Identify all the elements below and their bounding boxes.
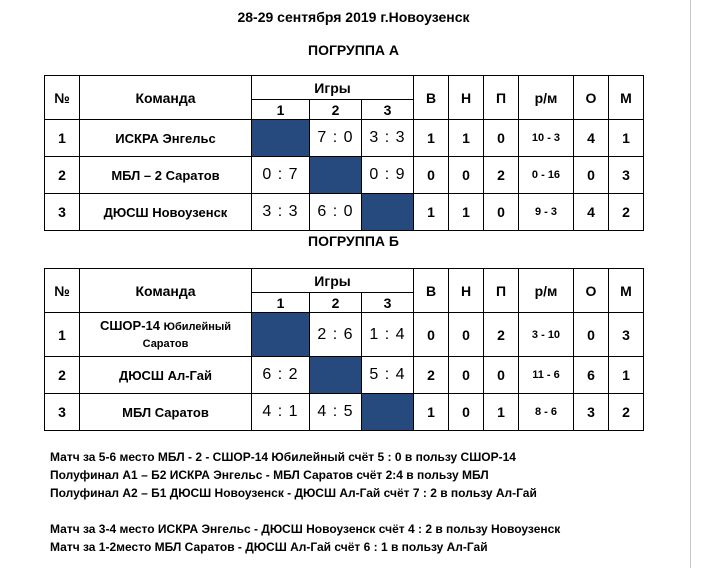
document-title: 28-29 сентября 2019 г.Новоузенск [237,9,470,25]
col-header-game-1: 1 [252,100,310,120]
header-row [45,76,644,100]
note-line: Матч за 1-2место МБЛ Саратов - ДЮСШ Ал-Гай счёт 6 : 1 в пользу Ал-Гай [50,540,488,554]
table-row [45,157,644,194]
col-header-game-2: 2 [310,100,362,120]
row-num: 3 [45,394,80,431]
losses: 0 [484,357,519,394]
row-num: 2 [45,357,80,394]
goals: 3 - 10 [519,313,574,357]
table-row [45,394,644,431]
shaded-cell [252,120,310,157]
game-score: 6 : 2 [252,357,310,394]
place: 2 [609,394,644,431]
shaded-cell [362,194,414,231]
team-name-main: СШОР-14 [99,317,160,333]
note-line: Полуфинал А2 – Б1 ДЮСШ Новоузенск - ДЮСШ Ал-Гай счёт 7 : 2 в пользу Ал-Гай [50,486,537,500]
losses: 0 [484,194,519,231]
draws: 0 [449,313,484,357]
col-header-game-3: 3 [362,293,414,313]
losses: 2 [484,157,519,194]
shaded-cell [252,313,310,357]
wins: 2 [414,357,449,394]
col-header-game-1: 1 [252,293,310,313]
place: 3 [609,313,644,357]
match-results-notes [50,448,560,556]
place: 1 [609,357,644,394]
col-header-games: Игры [252,76,414,100]
col-header-goals: р/м [519,76,574,120]
points: 4 [574,194,609,231]
game-score: 7 : 0 [310,120,362,157]
header-row [45,269,644,293]
wins: 1 [414,194,449,231]
note-line: Матч за 3-4 место ИСКРА Энгельс - ДЮСШ Новоузенск счёт 4 : 2 в пользу Новоузенск [50,522,561,536]
goals: 8 - 6 [519,394,574,431]
col-header-team: Команда [80,269,252,313]
team-name [80,313,252,357]
goals: 11 - 6 [519,357,574,394]
wins: 0 [414,313,449,357]
team-name: МБЛ Саратов [80,394,252,431]
game-score: 0 : 7 [252,157,310,194]
game-score: 4 : 1 [252,394,310,431]
draws: 1 [449,194,484,231]
col-header-draws: Н [449,269,484,313]
col-header-losses: П [484,269,519,313]
col-header-place: М [609,76,644,120]
team-name: ИСКРА Энгельс [80,120,252,157]
team-name: ДЮСШ Новоузенск [80,194,252,231]
row-num: 3 [45,194,80,231]
losses: 2 [484,313,519,357]
goals: 10 - 3 [519,120,574,157]
shaded-cell [362,394,414,431]
col-header-num: № [45,269,80,313]
game-score: 1 : 4 [362,313,414,357]
wins: 1 [414,120,449,157]
goals: 0 - 16 [519,157,574,194]
col-header-game-3: 3 [362,100,414,120]
game-score: 2 : 6 [310,313,362,357]
place: 2 [609,194,644,231]
col-header-points: О [574,269,609,313]
col-header-losses: П [484,76,519,120]
col-header-draws: Н [449,76,484,120]
draws: 0 [449,357,484,394]
game-score: 0 : 9 [362,157,414,194]
table-row [45,194,644,231]
note-spacer [50,502,560,520]
team-name: ДЮСШ Ал-Гай [80,357,252,394]
losses: 1 [484,394,519,431]
team-name-city: Саратов [142,337,189,350]
col-header-wins: В [414,269,449,313]
col-header-num: № [45,76,80,120]
col-header-team: Команда [80,76,252,120]
game-score: 5 : 4 [362,357,414,394]
points: 0 [574,157,609,194]
shaded-cell [310,157,362,194]
group-b-title: ПОГРУППА Б [308,233,399,249]
shaded-cell [310,357,362,394]
game-score: 6 : 0 [310,194,362,231]
group-a-table [44,75,644,231]
points: 6 [574,357,609,394]
table-row [45,357,644,394]
row-num: 1 [45,120,80,157]
table-row [45,313,644,357]
col-header-points: О [574,76,609,120]
losses: 0 [484,120,519,157]
col-header-game-2: 2 [310,293,362,313]
row-num: 2 [45,157,80,194]
note-line: Полуфинал А1 – Б2 ИСКРА Энгельс - МБЛ Саратов счёт 2:4 в пользу МБЛ [50,468,489,482]
group-a-title: ПОГРУППА А [308,42,399,58]
goals: 9 - 3 [519,194,574,231]
place: 3 [609,157,644,194]
team-name-extra: Юбилейный [163,320,232,333]
place: 1 [609,120,644,157]
col-header-place: М [609,269,644,313]
draws: 0 [449,157,484,194]
note-line: Матч за 5-6 место МБЛ - 2 - СШОР-14 Юбилейный счёт 5 : 0 в пользу СШОР-14 [50,450,516,464]
game-score: 3 : 3 [252,194,310,231]
wins: 0 [414,157,449,194]
wins: 1 [414,394,449,431]
col-header-wins: В [414,76,449,120]
game-score: 4 : 5 [310,394,362,431]
page-border-line [690,0,691,568]
points: 3 [574,394,609,431]
team-name: МБЛ – 2 Саратов [80,157,252,194]
draws: 0 [449,394,484,431]
points: 4 [574,120,609,157]
draws: 1 [449,120,484,157]
col-header-games: Игры [252,269,414,293]
group-b-table [44,268,644,431]
row-num: 1 [45,313,80,357]
game-score: 3 : 3 [362,120,414,157]
points: 0 [574,313,609,357]
table-row [45,120,644,157]
col-header-goals: р/м [519,269,574,313]
